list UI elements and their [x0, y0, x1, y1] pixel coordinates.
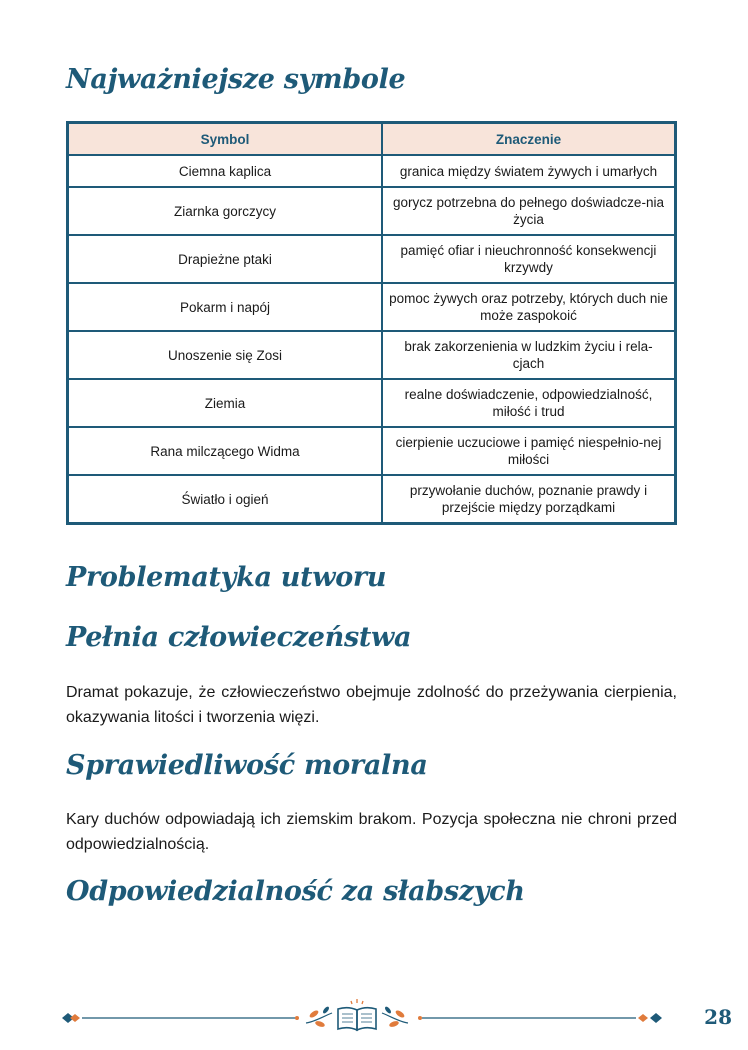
symbol-cell: Pokarm i napój: [68, 283, 383, 331]
meaning-cell: cierpienie uczuciowe i pamięć niespełnio-nej miłości: [382, 427, 676, 475]
symbol-cell: Światło i ogień: [68, 475, 383, 524]
paragraph-justice: Kary duchów odpowiadają ich ziemskim brakom. Pozycja społeczna nie chroni przed odpowiedzialnością.: [66, 811, 677, 853]
table-row: [68, 379, 676, 427]
meaning-cell: pamięć ofiar i nieuchronność konsekwencji krzywdy: [382, 235, 676, 283]
symbol-cell: Rana milczącego Widma: [68, 427, 383, 475]
symbol-cell: Ciemna kaplica: [68, 155, 383, 187]
column-header-symbol: Symbol: [68, 123, 383, 156]
symbols-table: [66, 121, 677, 525]
table-row: [68, 427, 676, 475]
symbol-cell: Drapieżne ptaki: [68, 235, 383, 283]
table-row: [68, 235, 676, 283]
table-header-row: [68, 123, 676, 156]
table-row: [68, 283, 676, 331]
meaning-cell: realne doświadczenie, odpowiedzialność, miłość i trud: [382, 379, 676, 427]
leaf-branch-icon: [382, 1006, 408, 1028]
column-header-meaning: Znaczenie: [382, 123, 676, 156]
leaf-branch-icon: [306, 1006, 332, 1028]
meaning-cell: przywołanie duchów, poznanie prawdy i przejście między porządkami: [382, 475, 676, 524]
diamond-icon: [62, 1013, 80, 1023]
table-row: [68, 187, 676, 235]
meaning-cell: brak zakorzenienia w ludzkim życiu i rela-cjach: [382, 331, 676, 379]
symbol-cell: Ziemia: [68, 379, 383, 427]
heading-problems: Problematyka utworu: [66, 562, 387, 593]
table-row: [68, 331, 676, 379]
heading-symbols: Najważniejsze symbole: [66, 64, 406, 95]
meaning-cell: pomoc żywych oraz potrzeby, których duch nie może zaspokoić: [382, 283, 676, 331]
heading-justice: Sprawiedliwość moralna: [66, 750, 428, 781]
symbol-cell: Ziarnka gorczycy: [68, 187, 383, 235]
meaning-cell: granica między światem żywych i umarłych: [382, 155, 676, 187]
table-row: [68, 475, 676, 524]
diamond-icon: [638, 1013, 662, 1023]
heading-responsibility: Odpowiedzialność za słabszych: [66, 876, 525, 907]
page-number: 28: [704, 1005, 732, 1029]
table-row: [68, 155, 676, 187]
open-book-icon: [338, 999, 376, 1030]
footer-ornament: [0, 995, 748, 1040]
meaning-cell: gorycz potrzebna do pełnego doświadcze-nia życia: [382, 187, 676, 235]
symbol-cell: Unoszenie się Zosi: [68, 331, 383, 379]
paragraph-humanity: Dramat pokazuje, że człowieczeństwo obejmuje zdolność do przeżywania cierpienia, okazywania litości i tworzenia więzi.: [66, 684, 677, 726]
heading-humanity: Pełnia człowieczeństwa: [66, 622, 412, 653]
